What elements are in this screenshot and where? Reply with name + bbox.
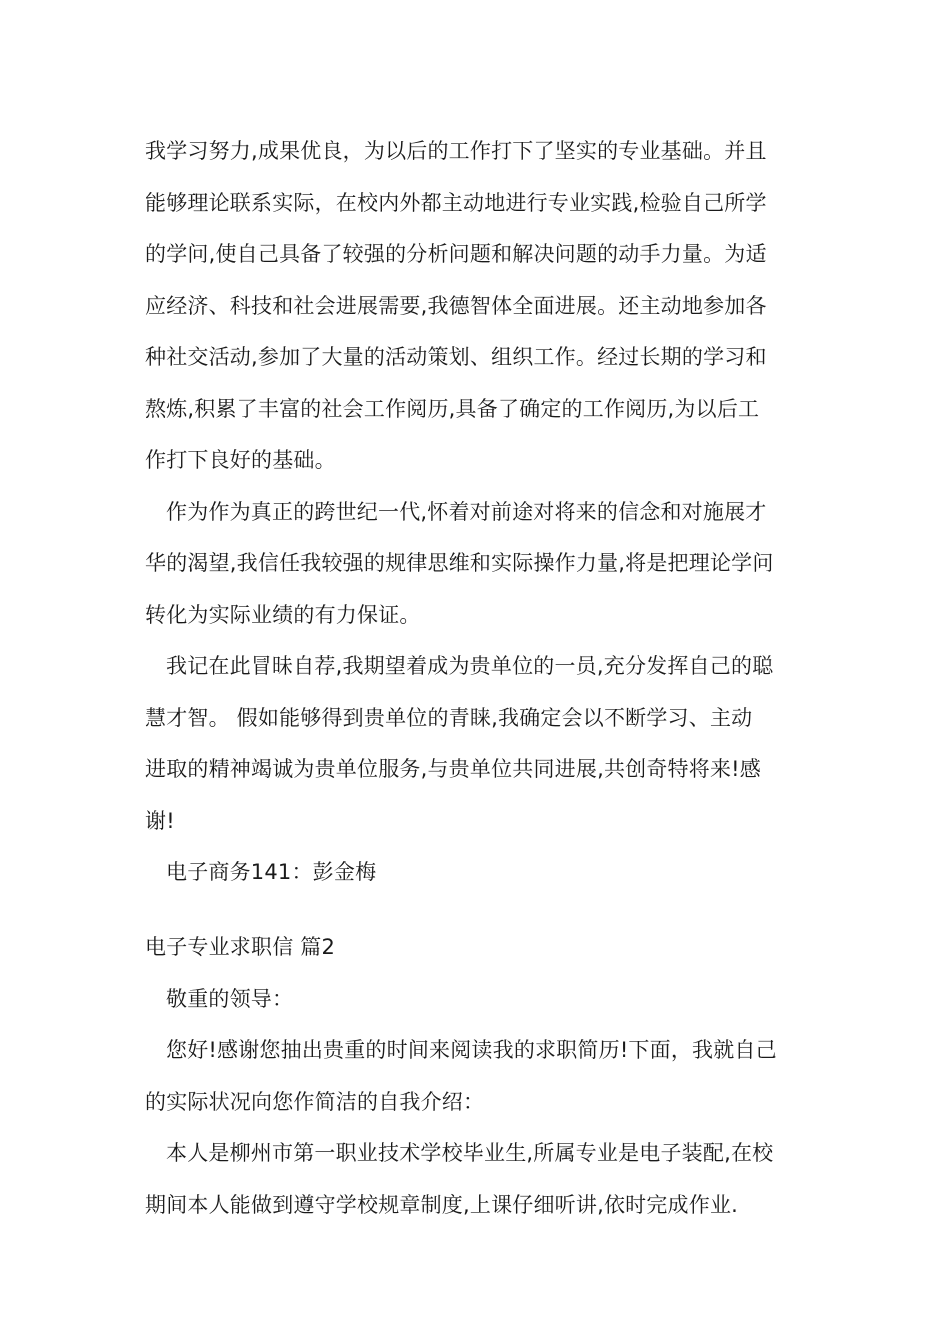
paragraph-line: 我记在此冒昧自荐,我期望着成为贵单位的一员,充分发挥自己的聪 — [166, 654, 774, 678]
paragraph-line: 谢! — [145, 808, 175, 833]
paragraph-line: 应经济、科技和社会进展需要,我德智体全面进展。还主动地参加各 — [145, 293, 767, 318]
paragraph-line: 转化为实际业绩的有力保证。 — [145, 602, 421, 627]
paragraph-line: 您好!感谢您抽出贵重的时间来阅读我的求职简历!下面，我就自己 — [166, 1038, 777, 1062]
letter-body-part1 — [145, 126, 815, 899]
section-heading: 电子专业求职信 篇2 — [145, 935, 336, 959]
salutation-line: 敬重的领导： — [166, 986, 294, 1011]
paragraph-line: 的实际状况向您作简洁的自我介绍： — [145, 1089, 485, 1114]
paragraph-line: 种社交活动,参加了大量的活动策划、组织工作。经过长期的学习和 — [145, 345, 767, 369]
paragraph-line: 期间本人能做到遵守学校规章制度,上课仔细听讲,依时完成作业. — [145, 1192, 739, 1217]
paragraph-line: 本人是柳州市第一职业技术学校毕业生,所属专业是电子装配,在校 — [166, 1141, 774, 1165]
paragraph-line: 华的渴望,我信任我较强的规律思维和实际操作力量,将是把理论学问 — [145, 551, 774, 575]
letter-body-part2 — [145, 922, 815, 1231]
paragraph-line: 作打下良好的基础。 — [145, 448, 336, 472]
paragraph-line: 熬炼,积累了丰富的社会工作阅历,具备了确定的工作阅历,为以后工 — [145, 396, 760, 421]
paragraph-line: 作为作为真正的跨世纪一代,怀着对前途对将来的信念和对施展才 — [166, 499, 767, 524]
paragraph-line: 的学问,使自己具备了较强的分析问题和解决问题的动手力量。为适 — [145, 242, 767, 266]
paragraph-line: 进取的精神竭诚为贵单位服务,与贵单位共同进展,共创奇特将来!感 — [145, 757, 761, 781]
paragraph-line: 慧才智。 假如能够得到贵单位的青睐,我确定会以不断学习、主动 — [145, 705, 753, 730]
paragraph-line: 我学习努力,成果优良，为以后的工作打下了坚实的专业基础。并且 — [145, 139, 767, 163]
signature-line: 电子商务141：彭金梅 — [166, 860, 377, 884]
paragraph-line: 能够理论联系实际，在校内外都主动地进行专业实践,检验自己所学 — [145, 190, 767, 215]
